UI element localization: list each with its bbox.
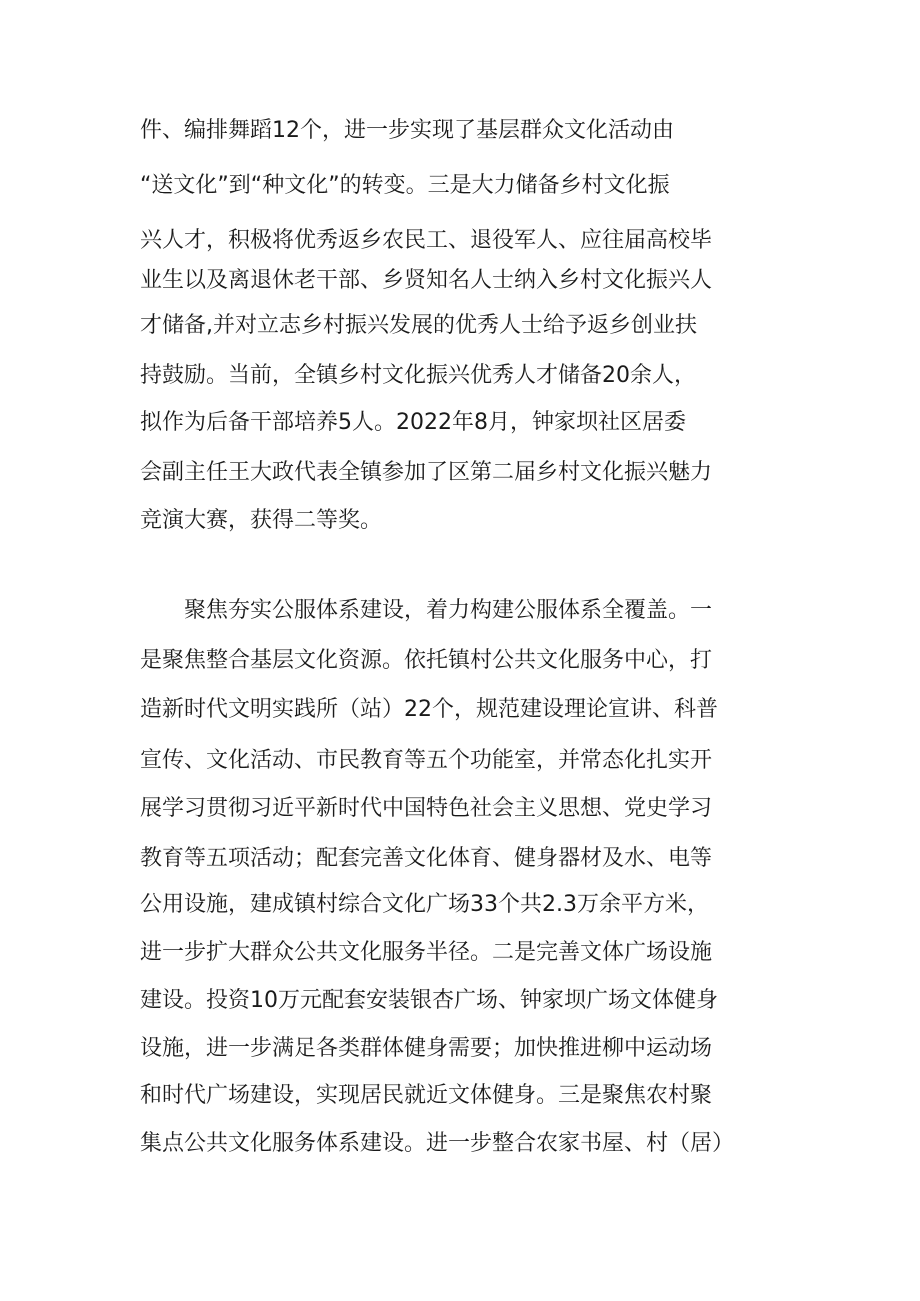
paragraph-2-line-9: 建设。投资10万元配套安装银杏广场、钟家坝广场文体健身 (140, 988, 718, 1013)
paragraph-1-line-5: 才储备,并对立志乡村振兴发展的优秀人士给予返乡创业扶 (140, 313, 697, 338)
paragraph-1-line-3: 兴人才，积极将优秀返乡农民工、退役军人、应往届高校毕 (140, 228, 713, 253)
paragraph-2-line-12: 集点公共文化服务体系建设。进一步整合农家书屋、村（居） (140, 1131, 735, 1156)
paragraph-1-line-7: 拟作为后备干部培养5人。2022年8月，钟家坝社区居委 (140, 410, 686, 435)
paragraph-1-line-9: 竞演大赛，获得二等奖。 (140, 508, 383, 533)
paragraph-2-line-4: 宣传、文化活动、市民教育等五个功能室，并常态化扎实开 (140, 748, 713, 773)
paragraph-2-line-11: 和时代广场建设，实现居民就近文体健身。三是聚焦农村聚 (140, 1083, 713, 1108)
paragraph-1-line-1: 件、编排舞蹈12个，进一步实现了基层群众文化活动由 (140, 118, 674, 143)
paragraph-2-line-5: 展学习贯彻习近平新时代中国特色社会主义思想、党史学习 (140, 796, 713, 821)
paragraph-2-line-6: 教育等五项活动；配套完善文化体育、健身器材及水、电等 (140, 846, 713, 871)
paragraph-2-line-8: 进一步扩大群众公共文化服务半径。二是完善文体广场设施 (140, 940, 713, 965)
paragraph-2-line-7: 公用设施，建成镇村综合文化广场33个共2.3万余平方米， (140, 892, 709, 917)
paragraph-2-line-1: 聚焦夯实公服体系建设，着力构建公服体系全覆盖。一 (184, 598, 713, 623)
paragraph-2-line-2: 是聚焦整合基层文化资源。依托镇村公共文化服务中心，打 (140, 648, 713, 673)
paragraph-1-line-2: “送文化”到“种文化”的转变。三是大力储备乡村文化振 (140, 173, 670, 198)
paragraph-2-line-3: 造新时代文明实践所（站）22个，规范建设理论宣讲、科普 (140, 697, 718, 722)
paragraph-1-line-8: 会副主任王大政代表全镇参加了区第二届乡村文化振兴魅力 (140, 460, 713, 485)
paragraph-1-line-6: 持鼓励。当前，全镇乡村文化振兴优秀人才储备20余人， (140, 363, 696, 388)
paragraph-2-line-10: 设施，进一步满足各类群体健身需要；加快推进柳中运动场 (140, 1036, 713, 1061)
paragraph-1-line-4: 业生以及离退休老干部、乡贤知名人士纳入乡村文化振兴人 (140, 268, 713, 293)
